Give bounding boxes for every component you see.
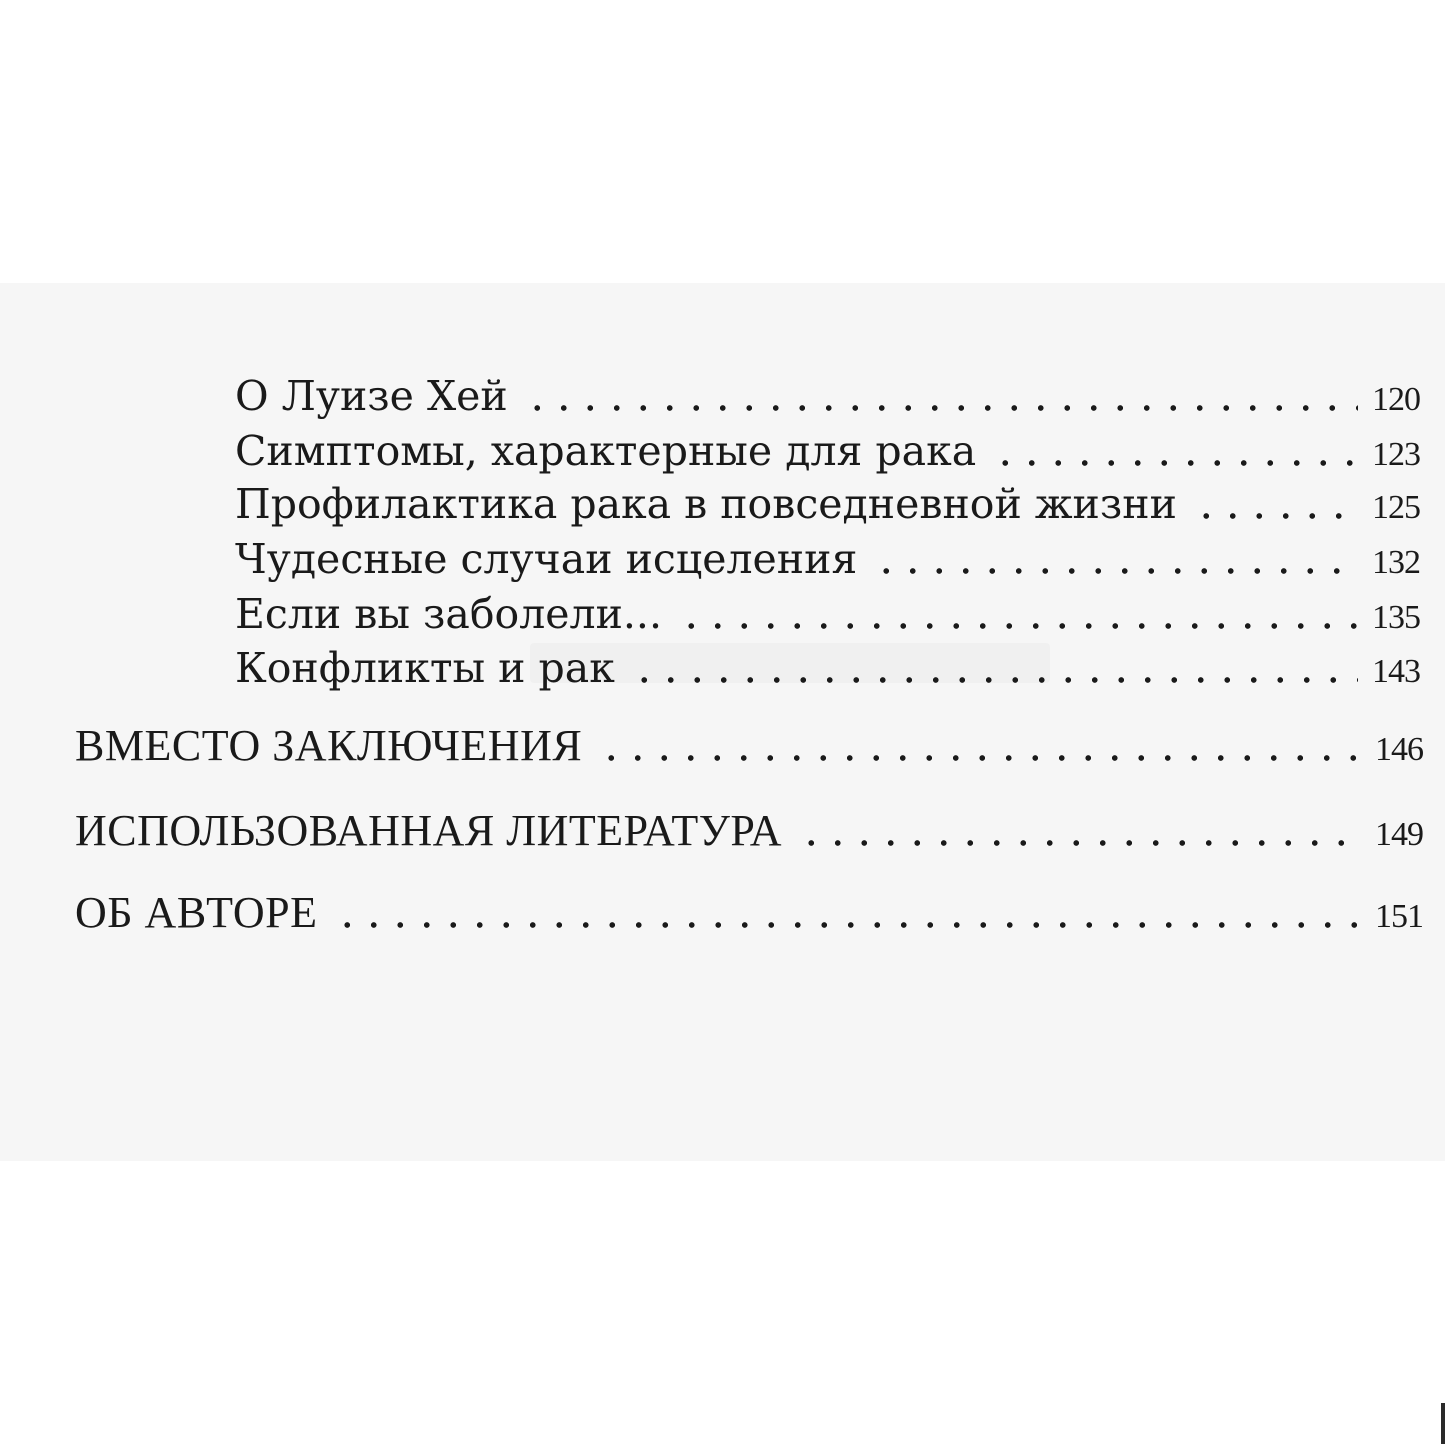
toc-entry[interactable]: [75, 720, 1423, 772]
dot-leader: [631, 676, 1358, 684]
toc-entry-title: Профилактика рака в повседневной жизни: [235, 480, 1177, 528]
toc-entry-page: 132: [1372, 544, 1420, 581]
toc-entry-page: 123: [1372, 436, 1420, 473]
toc-entry[interactable]: [235, 642, 1420, 694]
dot-leader: [1193, 512, 1358, 520]
toc-entry[interactable]: [235, 588, 1420, 640]
toc-entry-title: ИСПОЛЬЗОВАННАЯ ЛИТЕРАТУРА: [75, 806, 783, 855]
toc-entry[interactable]: [75, 805, 1423, 857]
toc-entry[interactable]: [235, 370, 1420, 422]
toc-entry-title: Конфликты и рак: [235, 644, 615, 692]
toc-entry-page: 146: [1375, 731, 1423, 768]
toc-entry-page: 120: [1372, 381, 1420, 418]
dot-leader: [524, 404, 1358, 412]
dot-leader: [798, 839, 1361, 847]
toc-entry-title: О Луизе Хей: [235, 372, 508, 420]
toc-entry-page: 143: [1372, 653, 1420, 690]
toc-entry-title: Чудесные случаи исцеления: [235, 535, 858, 583]
toc-entry-page: 125: [1372, 489, 1420, 526]
toc-entry-page: 149: [1375, 816, 1423, 853]
toc-entry[interactable]: [235, 478, 1420, 530]
dot-leader: [873, 567, 1358, 575]
dot-leader: [678, 622, 1358, 630]
toc-entry-title: ВМЕСТО ЗАКЛЮЧЕНИЯ: [75, 721, 583, 770]
toc-entry[interactable]: [75, 887, 1423, 939]
toc-entry[interactable]: [235, 425, 1420, 477]
dot-leader: [334, 921, 1361, 929]
toc-entry-title: Если вы заболели...: [235, 590, 662, 638]
toc-entry[interactable]: [235, 533, 1420, 585]
dot-leader: [598, 754, 1361, 762]
toc-entry-page: 135: [1372, 599, 1420, 636]
dot-leader: [992, 459, 1358, 467]
toc-entry-title: Симптомы, характерные для рака: [235, 427, 977, 475]
toc-entry-page: 151: [1375, 898, 1423, 935]
toc-entry-title: ОБ АВТОРЕ: [75, 888, 318, 937]
